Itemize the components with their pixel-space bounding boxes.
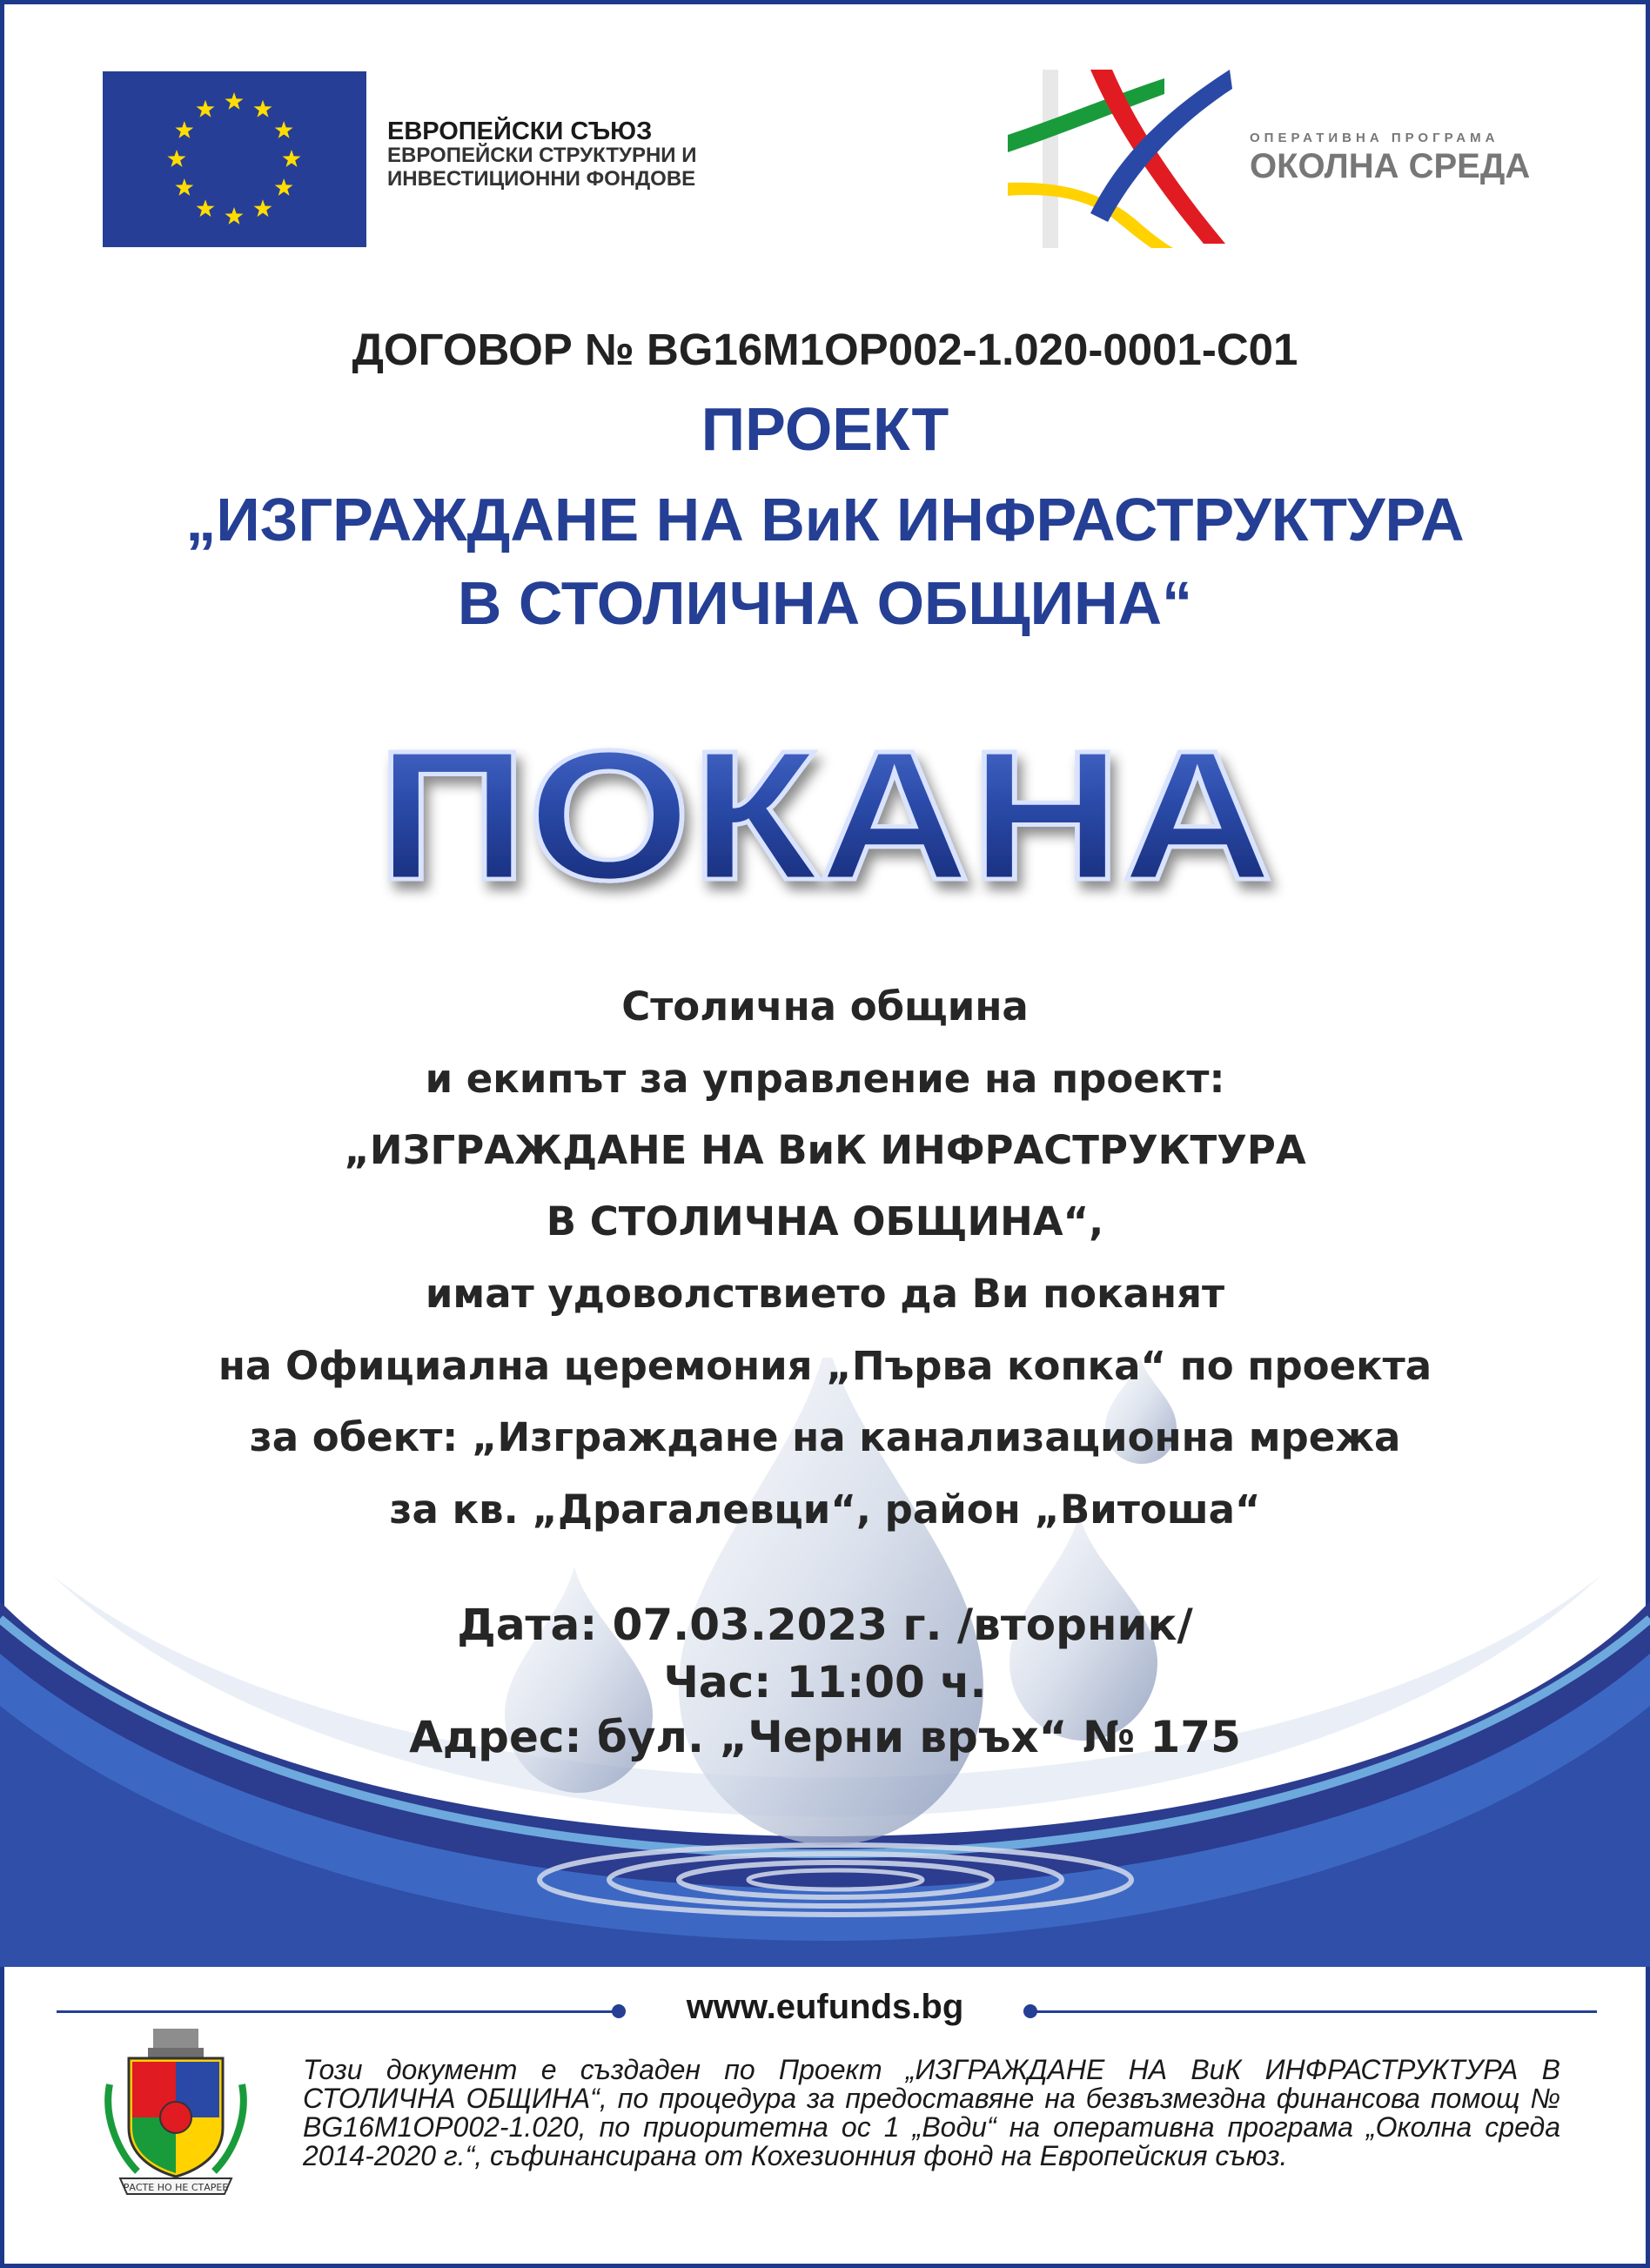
eu-funds-caption [387, 117, 701, 191]
eu-line2: ЕВРОПЕЙСКИ СТРУКТУРНИ И [387, 144, 697, 167]
invitation-heading [348, 714, 1302, 923]
sofia-coat-of-arms [103, 2023, 249, 2198]
body-line-8: за кв. „Драгалевци“, район „Витоша“ [389, 1486, 1261, 1533]
project-label: ПРОЕКТ [701, 395, 949, 463]
project-title-line2: В СТОЛИЧНА ОБЩИНА“ [457, 569, 1193, 637]
contract-number: ДОГОВОР № BG16M1OP002-1.020-0001-C01 [352, 325, 1298, 374]
crest-motto: РАСТЕ НО НЕ СТАРЕЕ [123, 2182, 229, 2193]
eu-line1: ЕВРОПЕЙСКИ СЪЮЗ [387, 117, 653, 145]
body-line-7: за обект: „Изграждане на канализационна мрежа [249, 1414, 1401, 1460]
op-caption-big: ОКОЛНА СРЕДА [1250, 147, 1531, 185]
body-line-2: и екипът за управление на проект: [425, 1056, 1225, 1102]
body-line-6: на Официална церемония „Първа копка“ по проекта [218, 1343, 1432, 1389]
op-caption [1250, 131, 1546, 186]
event-date: Дата: 07.03.2023 г. /вторник/ [457, 1600, 1193, 1650]
funding-disclaimer: Този документ е създаден по Проект „ИЗГРАЖДАНЕ НА ВиК ИНФРАСТРУКТУРА В СТОЛИЧНА ОБЩИНА“, по процедура за предоставяне на безвъзмездна финансова помощ № BG16M1OP002-1.020, по приоритетна ос 1 „Води“ на оперативна програма „Околна среда 2014-2020 г.“, съфинансирана от Кохезионния фонд на Европейския съюз. [303, 2054, 1560, 2171]
project-title-line1: „ИЗГРАЖДАНЕ НА ВиК ИНФРАСТРУКТУРА [185, 486, 1465, 554]
body-line-5: имат удоволствието да Ви поканят [425, 1271, 1225, 1317]
event-address: Адрес: бул. „Черни връх“ № 175 [409, 1712, 1241, 1762]
eufunds-link[interactable]: www.eufunds.bg [686, 1988, 964, 2026]
body-line-3: „ИЗГРАЖДАНЕ НА ВиК ИНФРАСТРУКТУРА [344, 1127, 1306, 1173]
body-line-1: Столична община [621, 983, 1029, 1030]
eu-flag-logo [103, 71, 366, 247]
invitation-text: ПОКАНА [377, 714, 1273, 918]
op-environment-logo [1008, 70, 1234, 248]
eu-line3: ИНВЕСТИЦИОННИ ФОНДОВЕ [387, 167, 696, 191]
op-caption-small: ОПЕРАТИВНА ПРОГРАМА [1250, 131, 1499, 145]
body-line-4: В СТОЛИЧНА ОБЩИНА“, [546, 1198, 1104, 1245]
event-time: Час: 11:00 ч. [663, 1657, 987, 1708]
url-divider-right [1036, 2010, 1597, 2013]
